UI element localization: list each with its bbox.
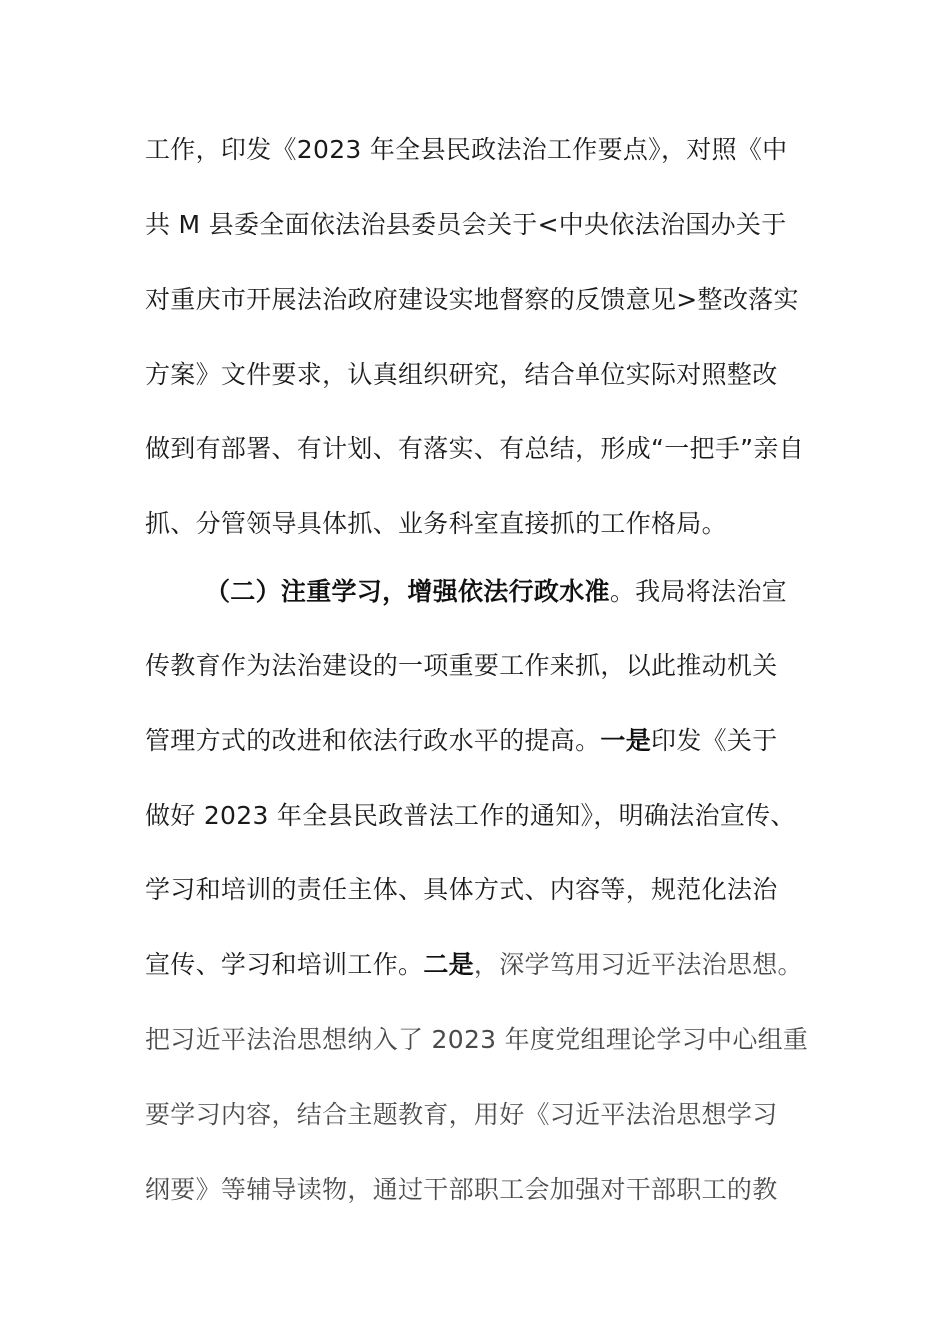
paragraph-text: 印发《关于	[651, 726, 778, 755]
paragraph-line	[145, 725, 778, 757]
paragraph-line: 把习近平法治思想纳入了 2023 年度党组理论学习中心组重	[145, 1025, 809, 1054]
paragraph-line: 做到有部署、有计划、有落实、有总结，形成“一把手”亲自	[145, 434, 805, 463]
paragraph-line: 共 M 县委全面依法治县委员会关于<中央依法治国办关于	[145, 210, 787, 239]
paragraph-line: 传教育作为法治建设的一项重要工作来抓，以此推动机关	[145, 651, 778, 680]
section-heading-line	[205, 576, 787, 608]
paragraph-line: 对重庆市开展法治政府建设实地督察的反馈意见>整改落实	[145, 285, 799, 314]
paragraph-text: ，深学笃用习近平法治思想。	[473, 950, 803, 979]
paragraph-line: 工作，印发《2023 年全县民政法治工作要点》，对照《中	[145, 135, 788, 164]
paragraph-text: 。我局将法治宣	[609, 577, 787, 606]
paragraph-text: 宣传、学习和培训工作。	[145, 950, 424, 979]
paragraph-line: 方案》文件要求，认真组织研究，结合单位实际对照整改	[145, 360, 778, 389]
bold-marker: 二是	[423, 950, 474, 979]
paragraph-line: 学习和培训的责任主体、具体方式、内容等，规范化法治	[145, 875, 778, 904]
section-heading: （二）注重学习，增强依法行政水准	[205, 577, 610, 606]
paragraph-line: 要学习内容，结合主题教育，用好《习近平法治思想学习	[145, 1100, 778, 1129]
paragraph-line: 纲要》等辅导读物，通过干部职工会加强对干部职工的教	[145, 1175, 778, 1204]
paragraph-line: 做好 2023 年全县民政普法工作的通知》，明确法治宣传、	[145, 801, 796, 830]
paragraph-text: 管理方式的改进和依法行政水平的提高。	[145, 726, 601, 755]
paragraph-line	[145, 949, 803, 981]
paragraph-line: 抓、分管领导具体抓、业务科室直接抓的工作格局。	[145, 509, 727, 538]
bold-marker: 一是	[600, 726, 652, 755]
